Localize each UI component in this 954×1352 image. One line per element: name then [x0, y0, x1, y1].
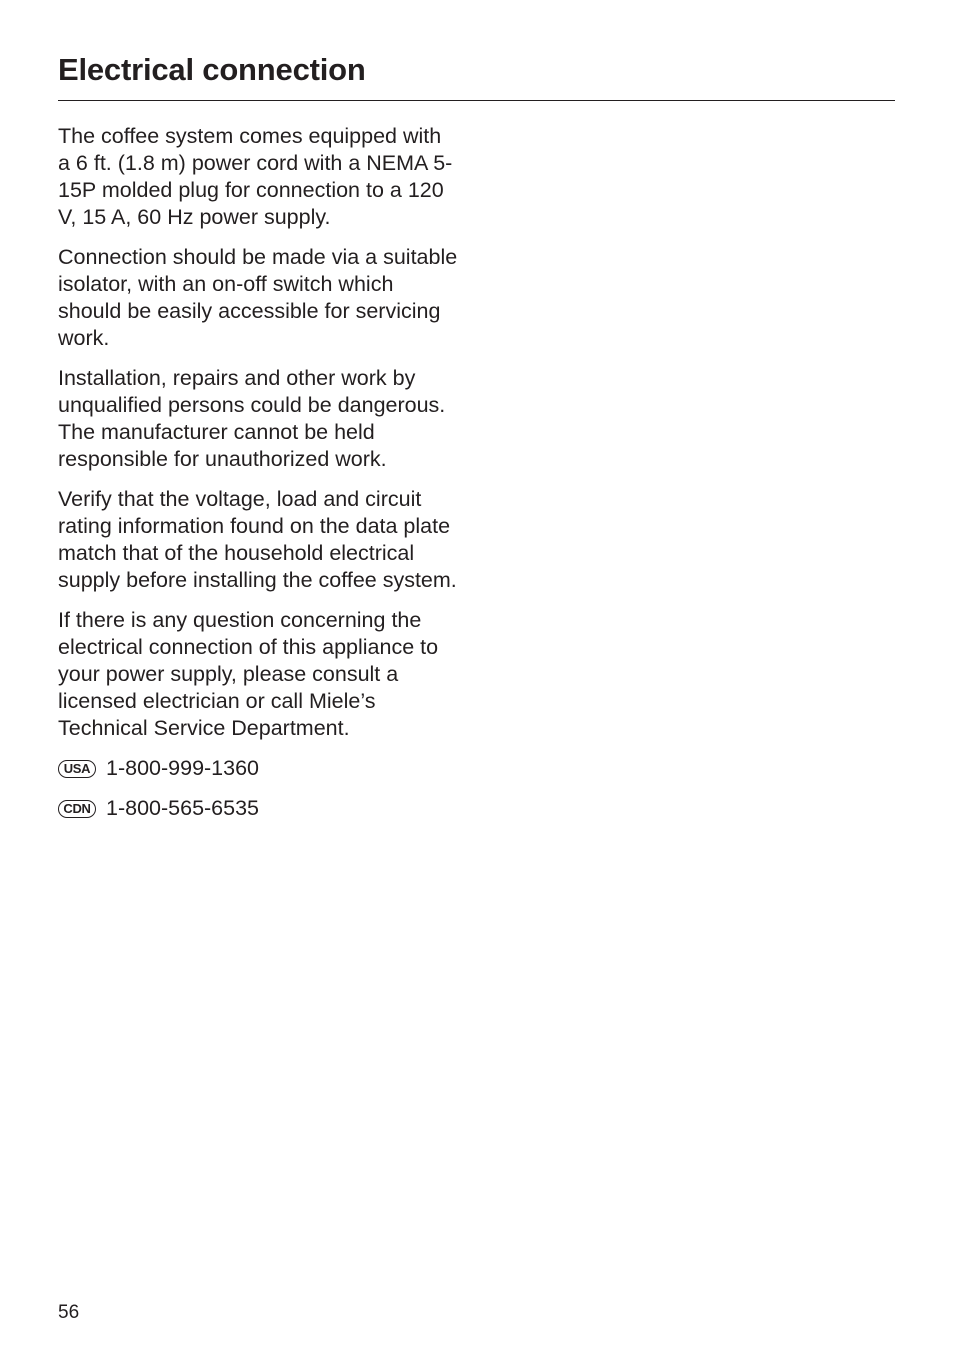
- contact-row-usa: [58, 755, 458, 782]
- body-text-column: [58, 123, 458, 835]
- page-title: Electrical connection: [58, 52, 366, 87]
- cdn-country-badge-icon: CDN: [58, 800, 96, 818]
- contact-row-cdn: [58, 795, 458, 822]
- paragraph-consult-electrician: If there is any question concerning the electrical connection of this appliance to your power supply, please consult a licensed electrician or call Miele’s Technical Service Department.: [58, 608, 439, 740]
- usa-phone-number: 1-800-999-1360: [106, 756, 260, 780]
- title-divider: [58, 100, 895, 101]
- page-number: 56: [58, 1302, 80, 1323]
- usa-country-badge-icon: USA: [58, 760, 96, 778]
- cdn-phone-number: 1-800-565-6535: [106, 796, 260, 820]
- paragraph-unqualified-work-warning: Installation, repairs and other work by unqualified persons could be dangerous. The manufacturer cannot be held responsible for unauthorized work.: [58, 366, 446, 471]
- paragraph-verify-rating: Verify that the voltage, load and circuit rating information found on the data plate match that of the household electrical supply before installing the coffee system.: [58, 487, 457, 592]
- paragraph-isolator: Connection should be made via a suitable isolator, with an on-off switch which should be easily accessible for servicing work.: [58, 245, 458, 350]
- paragraph-power-cord: The coffee system comes equipped with a 6 ft. (1.8 m) power cord with a NEMA 5-15P molded plug for connection to a 120 V, 15 A, 60 Hz power supply.: [58, 124, 453, 229]
